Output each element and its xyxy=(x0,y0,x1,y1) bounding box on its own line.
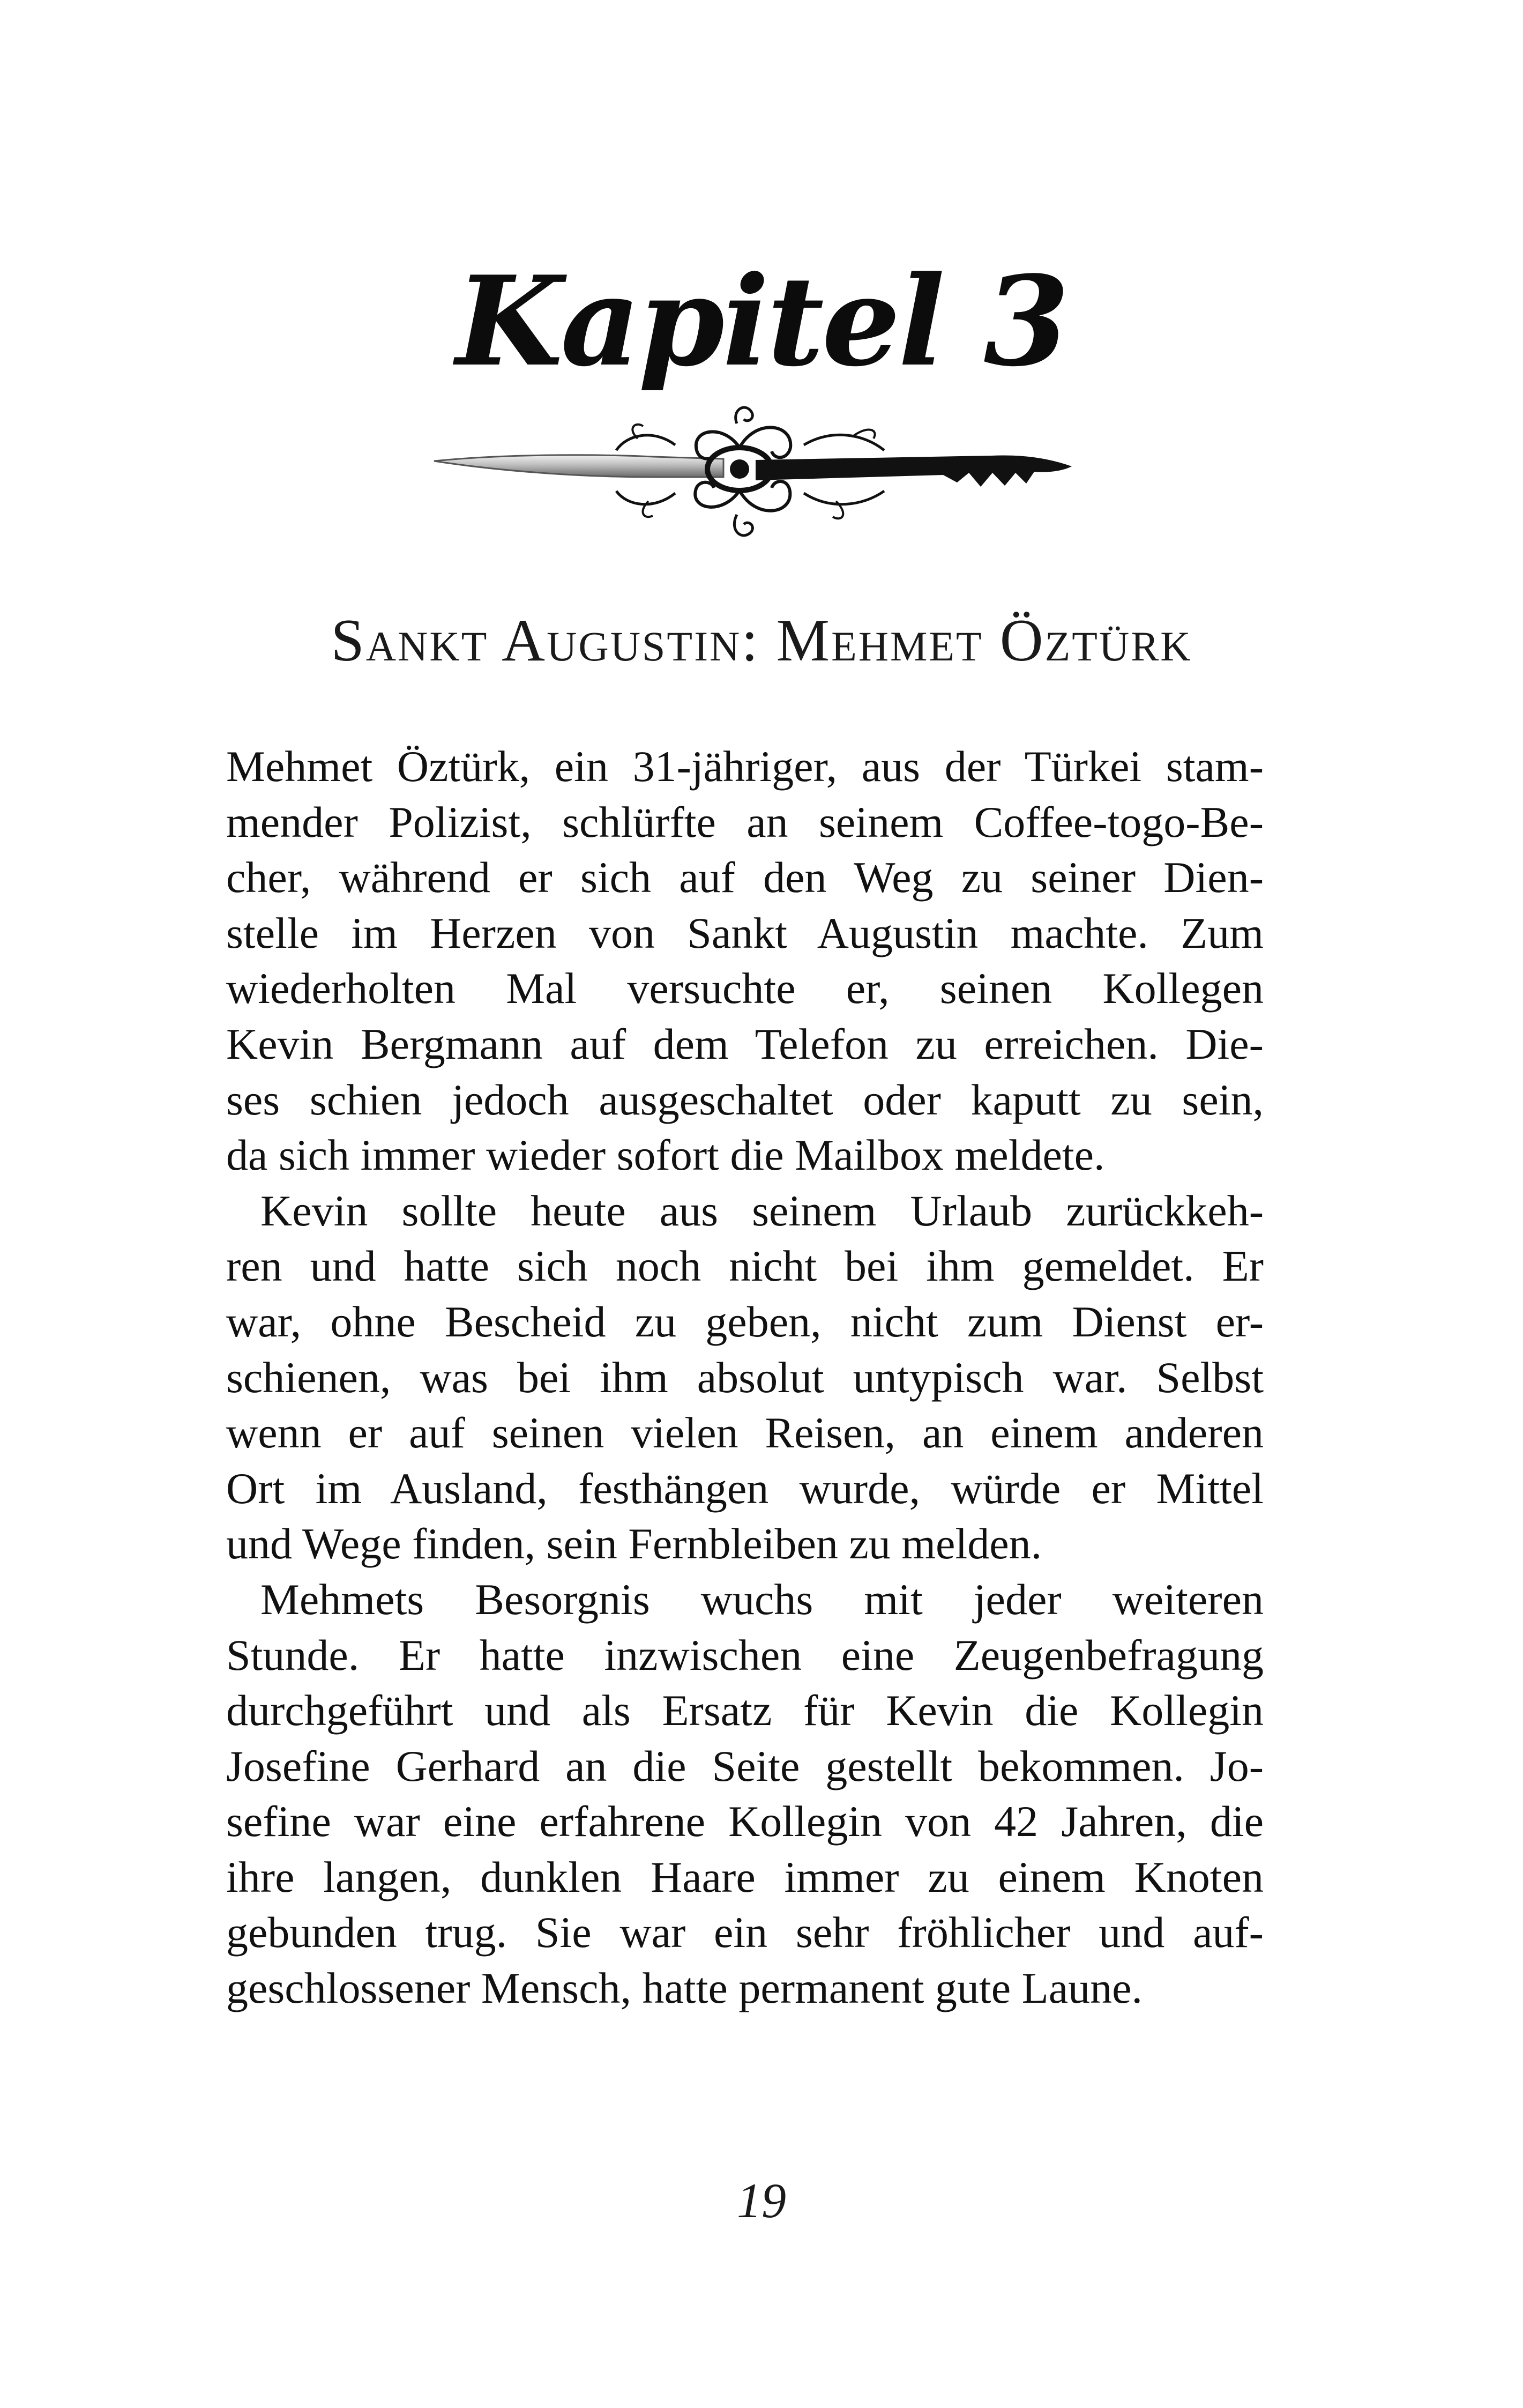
text-line: Kevin sollte heute aus seinem Urlaub zurückkeh- xyxy=(260,1186,1264,1235)
chapter-title: Kapitel 3 xyxy=(456,249,1067,394)
text-line: sefine war eine erfahrene Kollegin von 42 Jahren, die xyxy=(226,1797,1264,1846)
body-text xyxy=(226,739,1264,2016)
text-line: Stunde. Er hatte inzwischen eine Zeugenbefragung xyxy=(226,1630,1264,1679)
text-line: Josefine Gerhard an die Seite gestellt bekommen. Jo- xyxy=(226,1741,1264,1790)
text-line: gebunden trug. Sie war ein sehr fröhlicher und auf- xyxy=(226,1908,1264,1957)
text-line: da sich immer wieder sofort die Mailbox meldete. xyxy=(226,1131,1105,1180)
section-heading: Sankt Augustin: Mehmet Öztürk xyxy=(331,607,1192,674)
text-line: Ort im Ausland, festhängen wurde, würde er Mittel xyxy=(226,1463,1264,1513)
text-line: cher, während er sich auf den Weg zu seiner Dien- xyxy=(226,853,1264,902)
dagger-flourish-ornament-icon xyxy=(423,391,1088,563)
text-line: und Wege finden, sein Fernbleiben zu melden. xyxy=(226,1519,1042,1569)
text-line: war, ohne Bescheid zu geben, nicht zum Dienst er- xyxy=(226,1297,1264,1346)
text-line: stelle im Herzen von Sankt Augustin machte. Zum xyxy=(226,908,1264,957)
text-line: geschlossener Mensch, hatte permanent gute Laune. xyxy=(226,1964,1143,2013)
text-line: durchgeführt und als Ersatz für Kevin die Kollegin xyxy=(226,1686,1264,1735)
text-line: mender Polizist, schlürfte an seinem Coffee-togo-Be- xyxy=(226,797,1264,846)
page-number: 19 xyxy=(737,2173,786,2228)
text-line: ren und hatte sich noch nicht bei ihm gemeldet. Er xyxy=(226,1242,1264,1291)
text-line: ses schien jedoch ausgeschaltet oder kaputt zu sein, xyxy=(226,1075,1264,1124)
text-line: schienen, was bei ihm absolut untypisch war. Selbst xyxy=(226,1352,1264,1402)
text-line: Mehmet Öztürk, ein 31-jähriger, aus der Türkei stam- xyxy=(226,742,1264,791)
text-line: Kevin Bergmann auf dem Telefon zu erreichen. Die- xyxy=(226,1019,1264,1068)
text-line: Mehmets Besorgnis wuchs mit jeder weiteren xyxy=(260,1574,1264,1624)
text-line: wenn er auf seinen vielen Reisen, an einem anderen xyxy=(226,1408,1264,1458)
text-line: wiederholten Mal versuchte er, seinen Kollegen xyxy=(226,964,1264,1013)
text-line: ihre langen, dunklen Haare immer zu einem Knoten xyxy=(226,1852,1264,1901)
